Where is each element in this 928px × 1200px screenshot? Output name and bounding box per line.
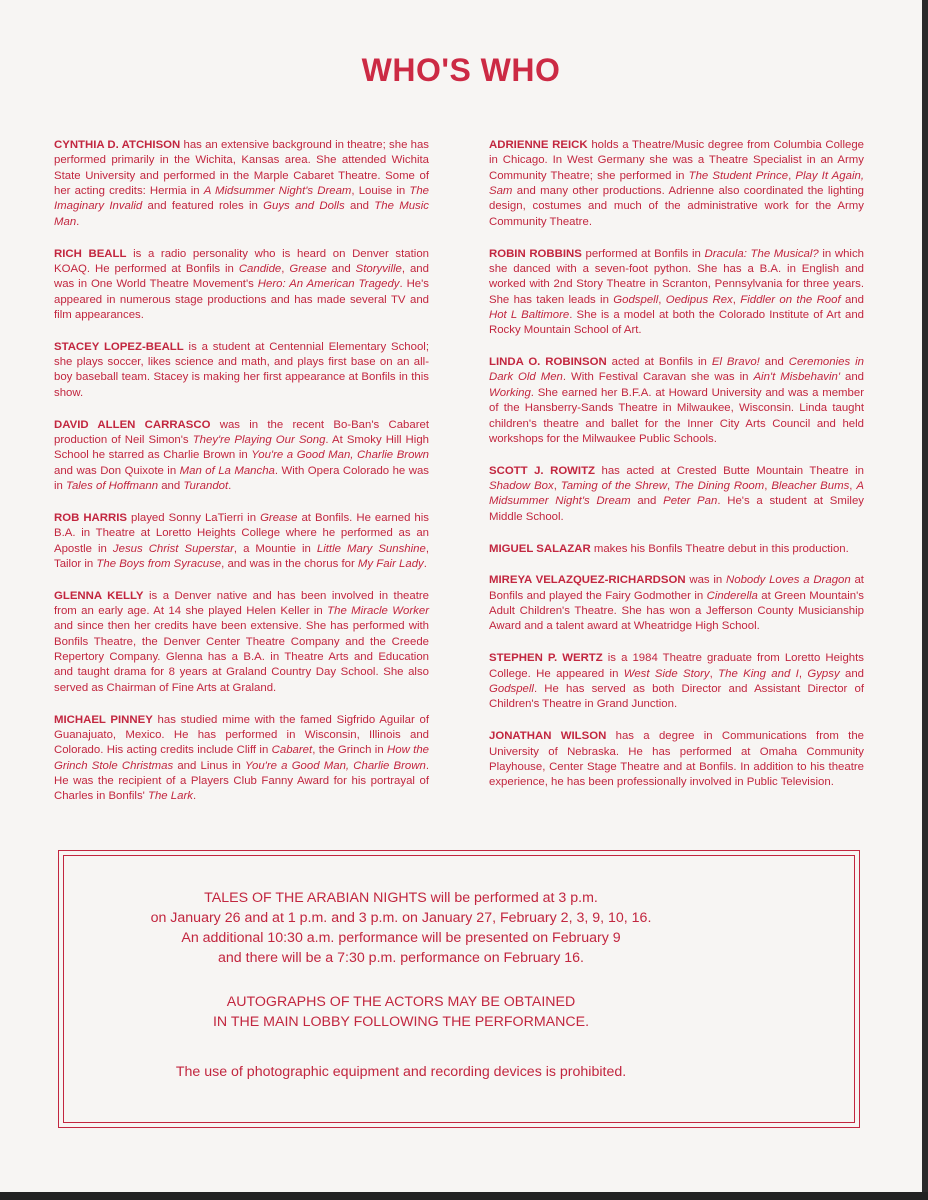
bio-text: and [158, 480, 184, 493]
bio-name: CYNTHIA D. ATCHISON [54, 139, 181, 151]
bio-text: holds a Theatre/Music degree from Columbia College in Chicago. In West Germany she was a Theatre Specialist in an Army Community Theatre; she performed in [489, 139, 864, 182]
bio-text: played Sonny LaTierri in [127, 511, 261, 524]
bio-title-italic: My Fair Lady [357, 557, 424, 570]
schedule-line: An additional 10:30 a.m. performance will be presented on February 9 [181, 930, 621, 946]
bio-title-italic: The Music Man [54, 200, 429, 228]
bio-text: , [732, 293, 741, 306]
bio-name: ROBIN ROBBINS [489, 247, 582, 260]
bio-text: is a student at Centennial Elementary School; she plays soccer, likes science and math, and plays first base on an all-boy baseball team. Stacey is making her first appearance at Bonfils in this show. [54, 340, 429, 399]
bio-title-italic: You're a Good Man, Charlie Brown [245, 759, 426, 772]
bio-name: LINDA O. ROBINSON [489, 356, 607, 369]
bio-text: , [667, 480, 675, 493]
bio-text: . With Festival Caravan she was in [562, 371, 754, 384]
bio-title-italic: Grease [289, 262, 327, 275]
bio-text: has acted at Crested Butte Mountain Theatre in [595, 464, 864, 477]
bio-entry [489, 729, 864, 790]
bio-title-italic: You're a Good Man, Charlie Brown [251, 449, 429, 462]
bio-text: and [839, 667, 865, 680]
bio-text: , [281, 262, 290, 275]
bio-text: makes his Bonfils Theatre debut in this production. [590, 542, 849, 555]
schedule-block [0, 888, 802, 968]
bio-name: ROB HARRIS [54, 511, 128, 524]
bio-text: at Bonfils and played the Fairy Godmother in [489, 574, 864, 602]
bio-text: at Green Mountain's Adult Children's Theatre. She has won a Jefferson County Musicianship Award and a talent award at Wheatridge High School. [489, 589, 864, 633]
bio-text: and many other productions. Adrienne also coordinated the lighting design, costumes and much of the administrative work for the Army Community Theatre. [489, 185, 864, 228]
bio-title-italic: Man of La Mancha [179, 464, 275, 477]
bio-text: was in [685, 574, 727, 587]
bio-title-italic: Peter Pan [663, 495, 718, 508]
bio-title-italic: Turandot [183, 480, 229, 493]
bio-text: and [630, 495, 664, 508]
bio-title-italic: Working [489, 386, 531, 399]
bio-text: , [849, 480, 857, 493]
bio-text: . He was the recipient of a Players Club Fanny Award for his portrayal of Charles in Bonfils' [54, 759, 429, 803]
bio-text: , [764, 480, 772, 493]
bio-title-italic: Guys and Dolls [263, 200, 345, 213]
bio-name: MIREYA VELAZQUEZ-RICHARDSON [489, 574, 686, 587]
bio-text: , and was in the chorus for [221, 557, 358, 570]
autograph-line: AUTOGRAPHS OF THE ACTORS MAY BE OBTAINED [226, 994, 576, 1010]
schedule-line: and there will be a 7:30 p.m. performance on February 16. [218, 950, 584, 966]
bio-text: performed at Bonfils in [581, 247, 705, 260]
autograph-line: IN THE MAIN LOBBY FOLLOWING THE PERFORMANCE. [212, 1014, 590, 1030]
bio-title-italic: Hot L Baltimore [489, 308, 570, 321]
bio-text: , [553, 480, 561, 493]
bio-text: , the Grinch in [312, 744, 388, 757]
bio-title-italic: Fiddler on the Roof [740, 293, 841, 306]
bio-text: is a radio personality who is heard on Denver station KOAQ. He performed at Bonfils in [54, 247, 429, 275]
bio-column-right [489, 138, 864, 807]
bio-title-italic: The Miracle Worker [327, 605, 429, 618]
bio-title-italic: Nobody Loves a Dragon [726, 574, 851, 587]
bio-title-italic: Gypsy [807, 667, 840, 680]
bio-title-italic: West Side Story [623, 667, 710, 680]
bio-title-italic: Godspell [489, 682, 534, 695]
bio-text: . At Smoky Hill High School he starred as Charlie Brown in [54, 434, 429, 462]
bio-title-italic: Cinderella [706, 589, 758, 602]
bio-title-italic: They're Playing Our Song [192, 434, 326, 446]
bio-entry [489, 247, 864, 339]
bio-name: JONATHAN WILSON [489, 730, 607, 743]
bio-text: . With Opera Colorado he was in [54, 464, 429, 493]
bio-text: , [658, 293, 666, 306]
bio-text: and was Don Quixote in [54, 464, 180, 477]
bio-entry [54, 340, 429, 401]
bio-text: , Louise in [351, 185, 410, 198]
bio-title-italic: Grease [260, 511, 298, 524]
bio-title-italic: The Student Prince [688, 169, 789, 182]
photo-restriction-line: The use of photographic equipment and recording devices is prohibited. [175, 1064, 627, 1080]
bio-text: . She is a model at both the Colorado Institute of Art and Rocky Mountain School of Art. [489, 308, 864, 337]
bio-name: DAVID ALLEN CARRASCO [54, 418, 211, 431]
bio-text: has an extensive background in theatre; she has performed primarily in the Wichita, Kansas area. She attended Wichita State University and performed in the Marple Cabaret Theatre. Some of her acting credits: Hermia in [54, 139, 429, 198]
bio-text: is a Denver native and has been involved in theatre from an early age. At 14 she played Helen Keller in [54, 589, 430, 618]
bio-title-italic: Candide [238, 262, 282, 275]
bio-title-italic: The King and I [718, 667, 799, 680]
page-title: WHO'S WHO [361, 52, 561, 88]
bio-entry [54, 138, 429, 230]
bio-text: at Bonfils. He earned his B.A. in Theatre at Loretto Heights College where he performed as an Apostle in [54, 511, 429, 555]
autograph-block [0, 992, 802, 1032]
bio-entry [54, 589, 429, 696]
bio-title-italic: The Imaginary Invalid [54, 185, 429, 213]
bio-name: SCOTT J. ROWITZ [489, 464, 596, 477]
bio-title-italic: How the Grinch Stole Christmas [54, 744, 430, 772]
bio-title-italic: The Dining Room [674, 480, 765, 493]
bio-text: and [759, 356, 789, 369]
bio-entry [489, 573, 864, 634]
bio-name: STEPHEN P. WERTZ [489, 652, 603, 665]
bio-title-italic: Jesus Christ Superstar [112, 542, 234, 555]
bio-title-italic: The Boys from Syracuse [96, 557, 222, 570]
bio-text: and since then her credits have been extensive. She has performed with Bonfils Theatre, the Denver Center Theatre Company and the Creede Repertory Company. Glenna has a B.A. in Theatre Arts and Education and taught drama for 8 years at Graland Country Day School. She also served as Chairman of Fine Arts at Graland. [54, 620, 429, 694]
bio-text: , a Mountie in [233, 542, 317, 555]
bio-text: and [344, 200, 375, 213]
bio-title-italic: A Midsummer Night's Dream [203, 185, 352, 198]
bio-title-italic: El Bravo! [711, 356, 760, 369]
bio-title-italic: Little Mary Sunshine [316, 542, 426, 555]
bio-text: . [192, 790, 197, 803]
bio-column-left [54, 138, 429, 821]
bio-title-italic: Tales of Hoffmann [66, 480, 159, 493]
bio-name: RICH BEALL [54, 247, 127, 260]
bio-text: . He's appeared in numerous stage productions and has made several TV and film appearances. [54, 278, 430, 321]
bio-title-italic: Dracula: The Musical? [704, 247, 819, 260]
bio-title-italic: Bleacher Bums [771, 480, 850, 493]
bio-entry [489, 464, 864, 525]
bio-text: and featured roles in [142, 200, 264, 213]
bio-title-italic: Shadow Box [489, 480, 554, 493]
bio-title-italic: Godspell [613, 293, 659, 306]
bio-entry [54, 418, 429, 495]
bio-text: . He's a student at Smiley Middle School. [489, 495, 864, 523]
bio-entry [489, 138, 864, 230]
bio-text: in which she danced with a seven-foot python. She has a B.A. in English and worked with 2nd Story Theatre in Scranton, Pennsylvania for three years. She has taken leads in [489, 247, 864, 306]
bio-text: and [326, 262, 356, 275]
bio-title-italic: Oedipus Rex [665, 293, 733, 306]
page-bottom-edge [0, 1192, 928, 1200]
bio-title-italic: Ceremonies in Dark Old Men [489, 356, 864, 384]
bio-text: , Tailor in [54, 542, 429, 570]
bio-title-italic: Ain't Misbehavin' [753, 371, 841, 384]
bio-entry [54, 713, 429, 805]
bio-text: . She earned her B.F.A. at Howard University and was a member of the Hansberry-Sands Theatre in Milwaukee, Wisconsin. Linda taught children's theatre and ballet for the Inner City Arts Council and held workshops for the Milwaukee Public Schools. [489, 386, 864, 445]
bio-text: , [709, 667, 719, 680]
bio-name: MICHAEL PINNEY [54, 713, 153, 726]
bio-text: and Linus in [173, 759, 246, 772]
bio-name: ADRIENNE REICK [489, 139, 588, 151]
bio-entry [54, 247, 429, 324]
bio-text: . [76, 215, 80, 228]
bio-text: . [228, 480, 232, 493]
schedule-line: TALES OF THE ARABIAN NIGHTS will be performed at 3 p.m. [204, 890, 598, 906]
bio-text: , and was in One World Theatre Movement's [54, 262, 429, 291]
bio-title-italic: A Midsummer Night's Dream [489, 480, 864, 508]
bio-name: STACEY LOPEZ-BEALL [54, 340, 184, 353]
bio-text: . [423, 557, 427, 570]
bio-entry [489, 355, 864, 447]
bio-title-italic: Storyville [355, 262, 402, 275]
bio-text: and [840, 371, 865, 384]
performance-notice-text [0, 888, 802, 1082]
bio-title-italic: The Lark [147, 790, 193, 803]
bio-name: GLENNA KELLY [54, 589, 144, 602]
bio-entry [489, 542, 864, 557]
bio-text: was in the recent Bo-Ban's Cabaret production of Neil Simon's [54, 418, 429, 446]
bio-text: acted at Bonfils in [606, 356, 712, 369]
bio-title-italic: Hero: An American Tragedy [257, 278, 400, 291]
bio-text: is a 1984 Theatre graduate from Loretto Heights College. He appeared in [489, 652, 864, 680]
bio-text: , [788, 169, 796, 182]
bio-text: and [840, 293, 864, 306]
bio-text: , [798, 667, 808, 680]
bio-title-italic: Cabaret [271, 744, 313, 757]
bio-entry [489, 651, 864, 712]
bio-entry [54, 511, 429, 572]
page-edge-shadow [922, 0, 928, 1200]
bio-title-italic: Taming of the Shrew [560, 480, 668, 493]
bio-text: . He has served as both Director and Assistant Director of Children's Theatre in Grand Junction. [489, 682, 864, 711]
bio-text: has studied mime with the famed Sigfrido Aguilar of Guanajuato, Mexico. He has performed in Wisconsin, Illinois and Colorado. His acting credits include Cliff in [54, 713, 429, 757]
schedule-line: on January 26 and at 1 p.m. and 3 p.m. on January 27, February 2, 3, 9, 10, 16. [150, 910, 652, 926]
bio-title-italic: Play It Again, Sam [489, 169, 864, 198]
bio-text: has a degree in Communications from the University of Nebraska. He has performed at Omaha Community Playhouse, Center Stage Theatre and at Bonfils. In addition to his theatre experience, he has been professionally involved in Public Television. [489, 730, 864, 789]
bio-name: MIGUEL SALAZAR [489, 542, 591, 555]
